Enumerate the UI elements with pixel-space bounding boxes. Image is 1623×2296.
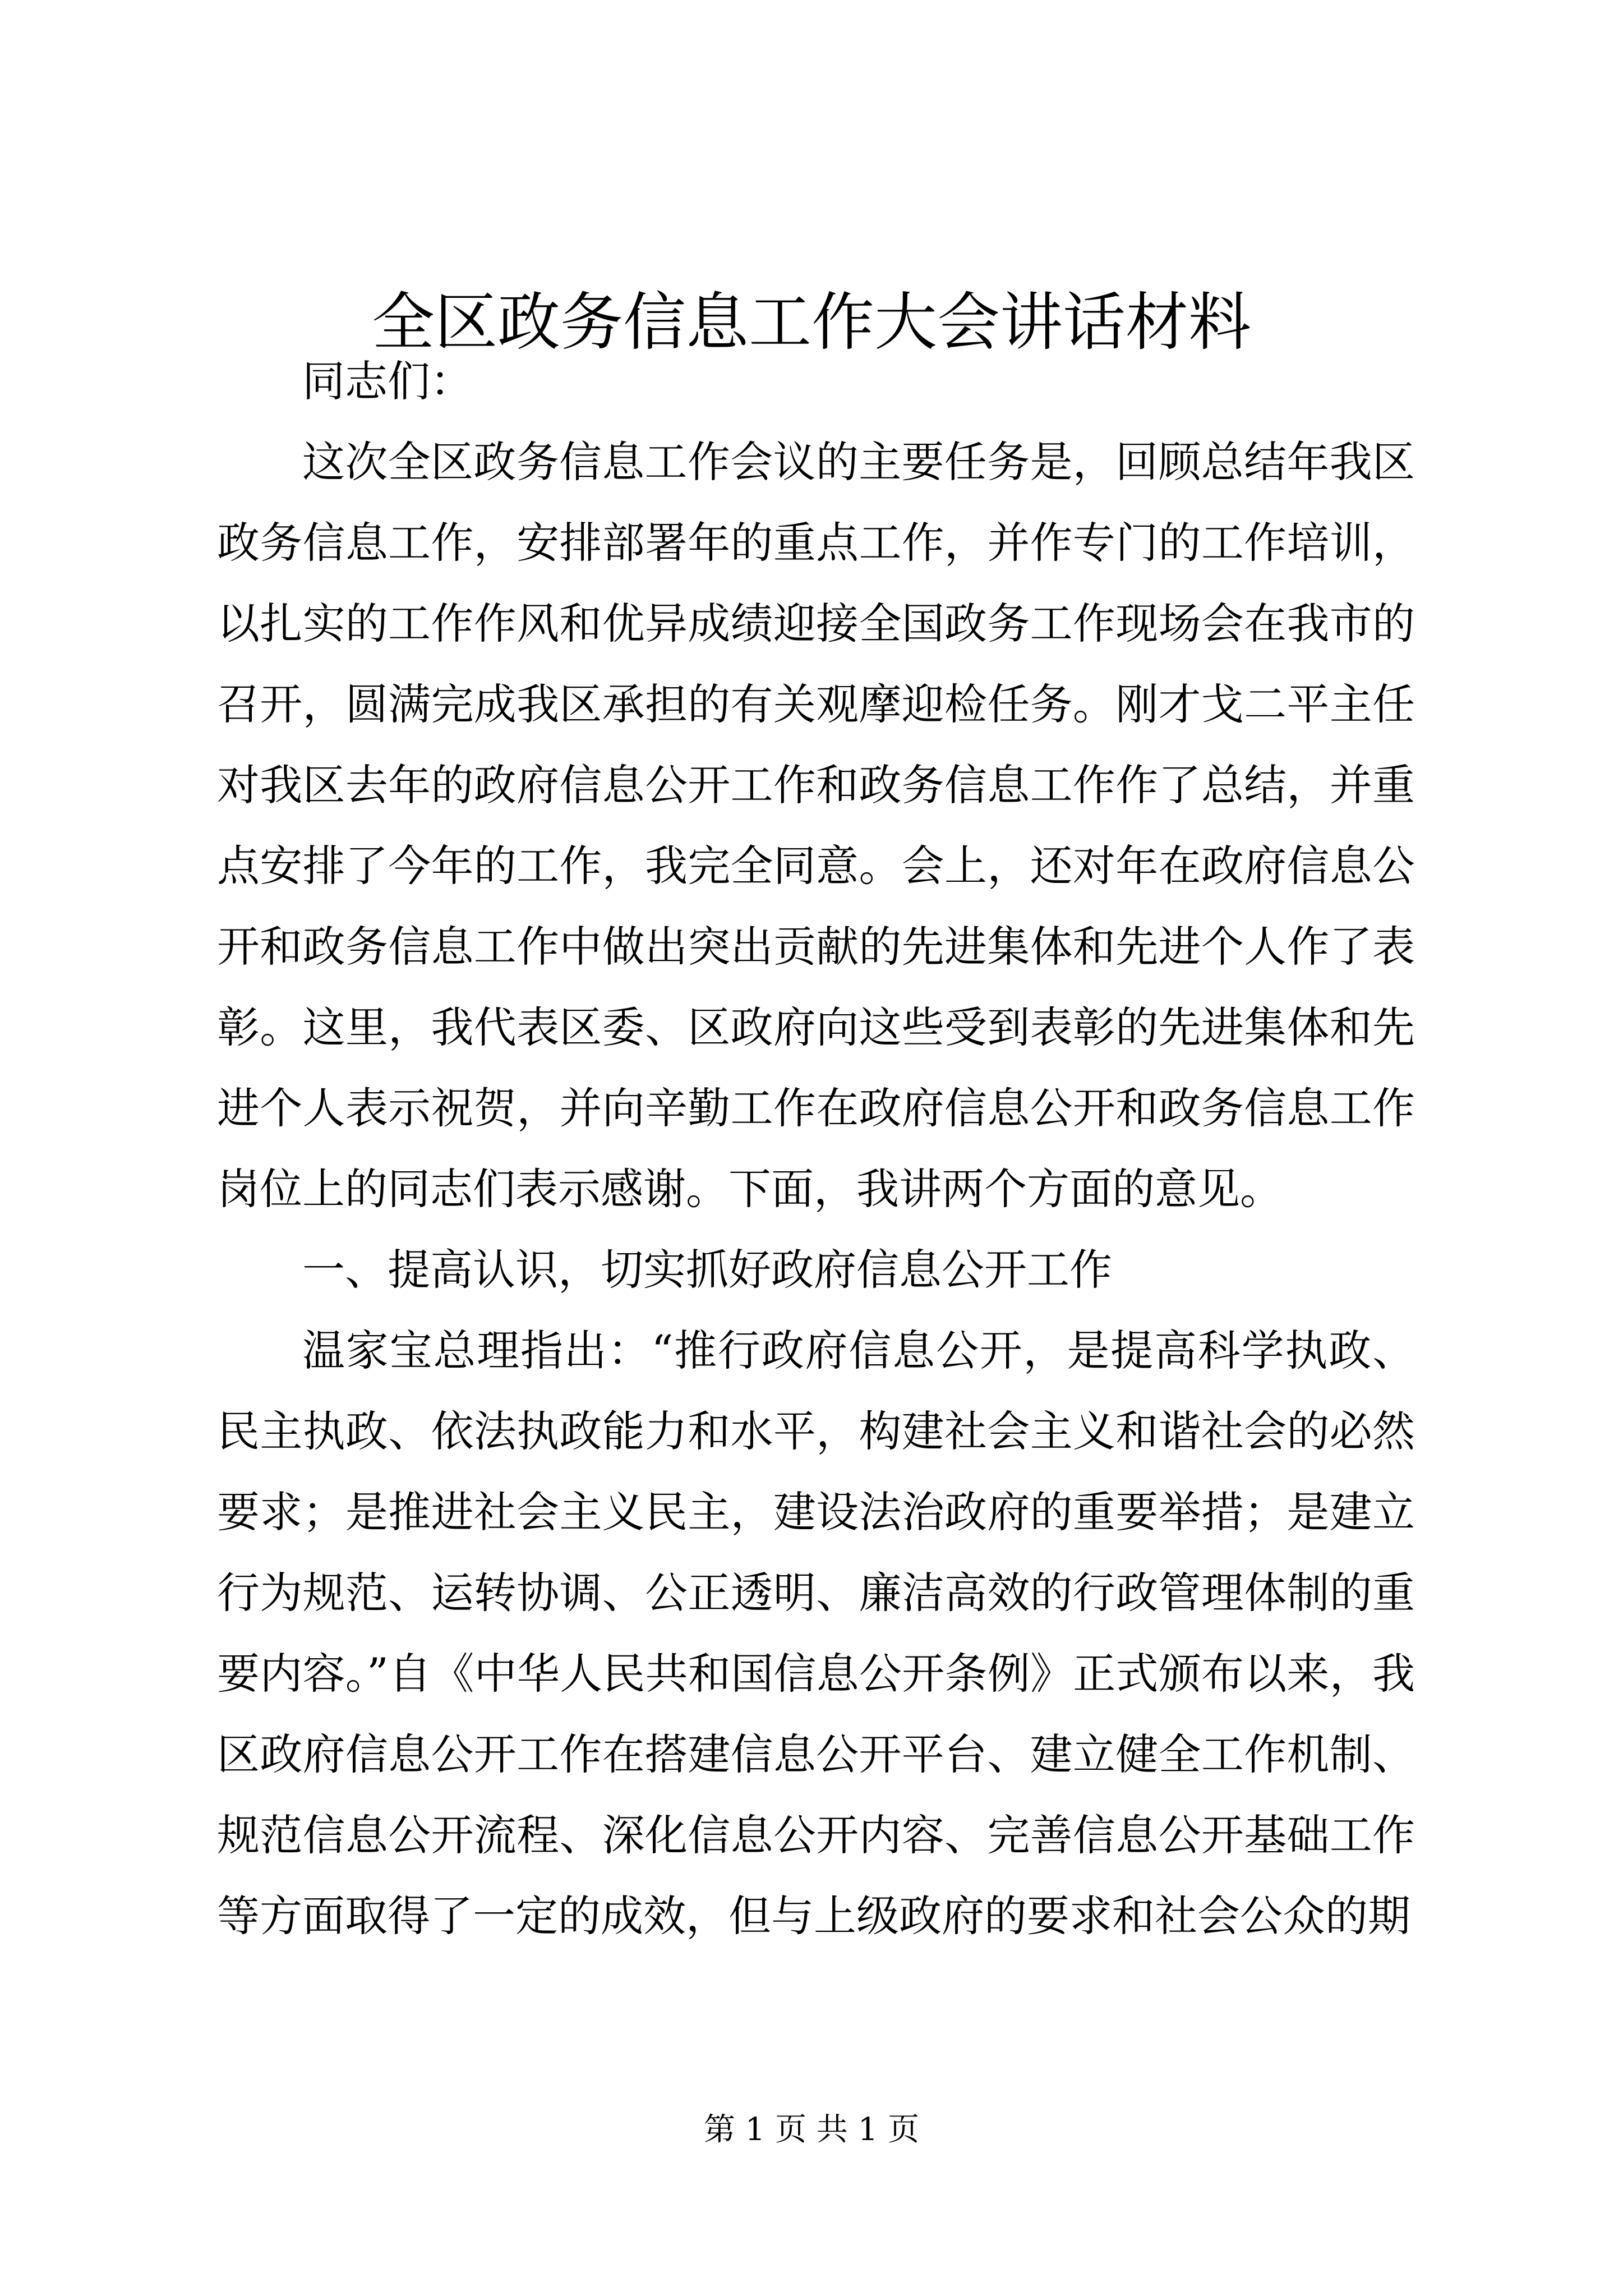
document-title: 全区政务信息工作大会讲话材料 — [372, 286, 1251, 359]
paragraph-intro: 这次全区政务信息工作会议的主要任务是，回顾总结年我区政务信息工作，安排部署年的重点工作，并作专门的工作培训，以扎实的工作作风和优异成绩迎接全国政务工作现场会在我市的召开，圆满完成我区承担的有关观摩迎检任务。刚才戈二平主任对我区去年的政府信息公开工作和政务信息工作作了总结，并重点安排了今年的工作，我完全同意。会上，还对年在政府信息公开和政务信息工作中做出突出贡献的先进集体和先进个人作了表彰。这里，我代表区委、区政府向这些受到表彰的先进集体和先进个人表示祝贺，并向辛勤工作在政府信息公开和政务信息工作岗位上的同志们表示感谢。下面，我讲两个方面的意见。 — [217, 437, 1415, 1214]
document-body — [217, 341, 1415, 1957]
page-footer: 第 1 页 共 1 页 — [703, 2111, 920, 2148]
paragraph-section-1: 温家宝总理指出：“推行政府信息公开，是提高科学执政、民主执政、依法执政能力和水平，构建社会主义和谐社会的必然要求；是推进社会主义民主，建设法治政府的重要举措；是建立行为规范、运转协调、公正透明、廉洁高效的行政管理体制的重要内容。”自《中华人民共和国信息公开条例》正式颁布以来，我区政府信息公开工作在搭建信息公开平台、建立健全工作机制、规范信息公开流程、深化信息公开内容、完善信息公开基础工作等方面取得了一定的成效，但与上级政府的要求和社会公众的期 — [217, 1326, 1415, 1941]
salutation: 同志们： — [302, 356, 473, 406]
section-heading-1: 一、提高认识，切实抓好政府信息公开工作 — [302, 1245, 1112, 1295]
